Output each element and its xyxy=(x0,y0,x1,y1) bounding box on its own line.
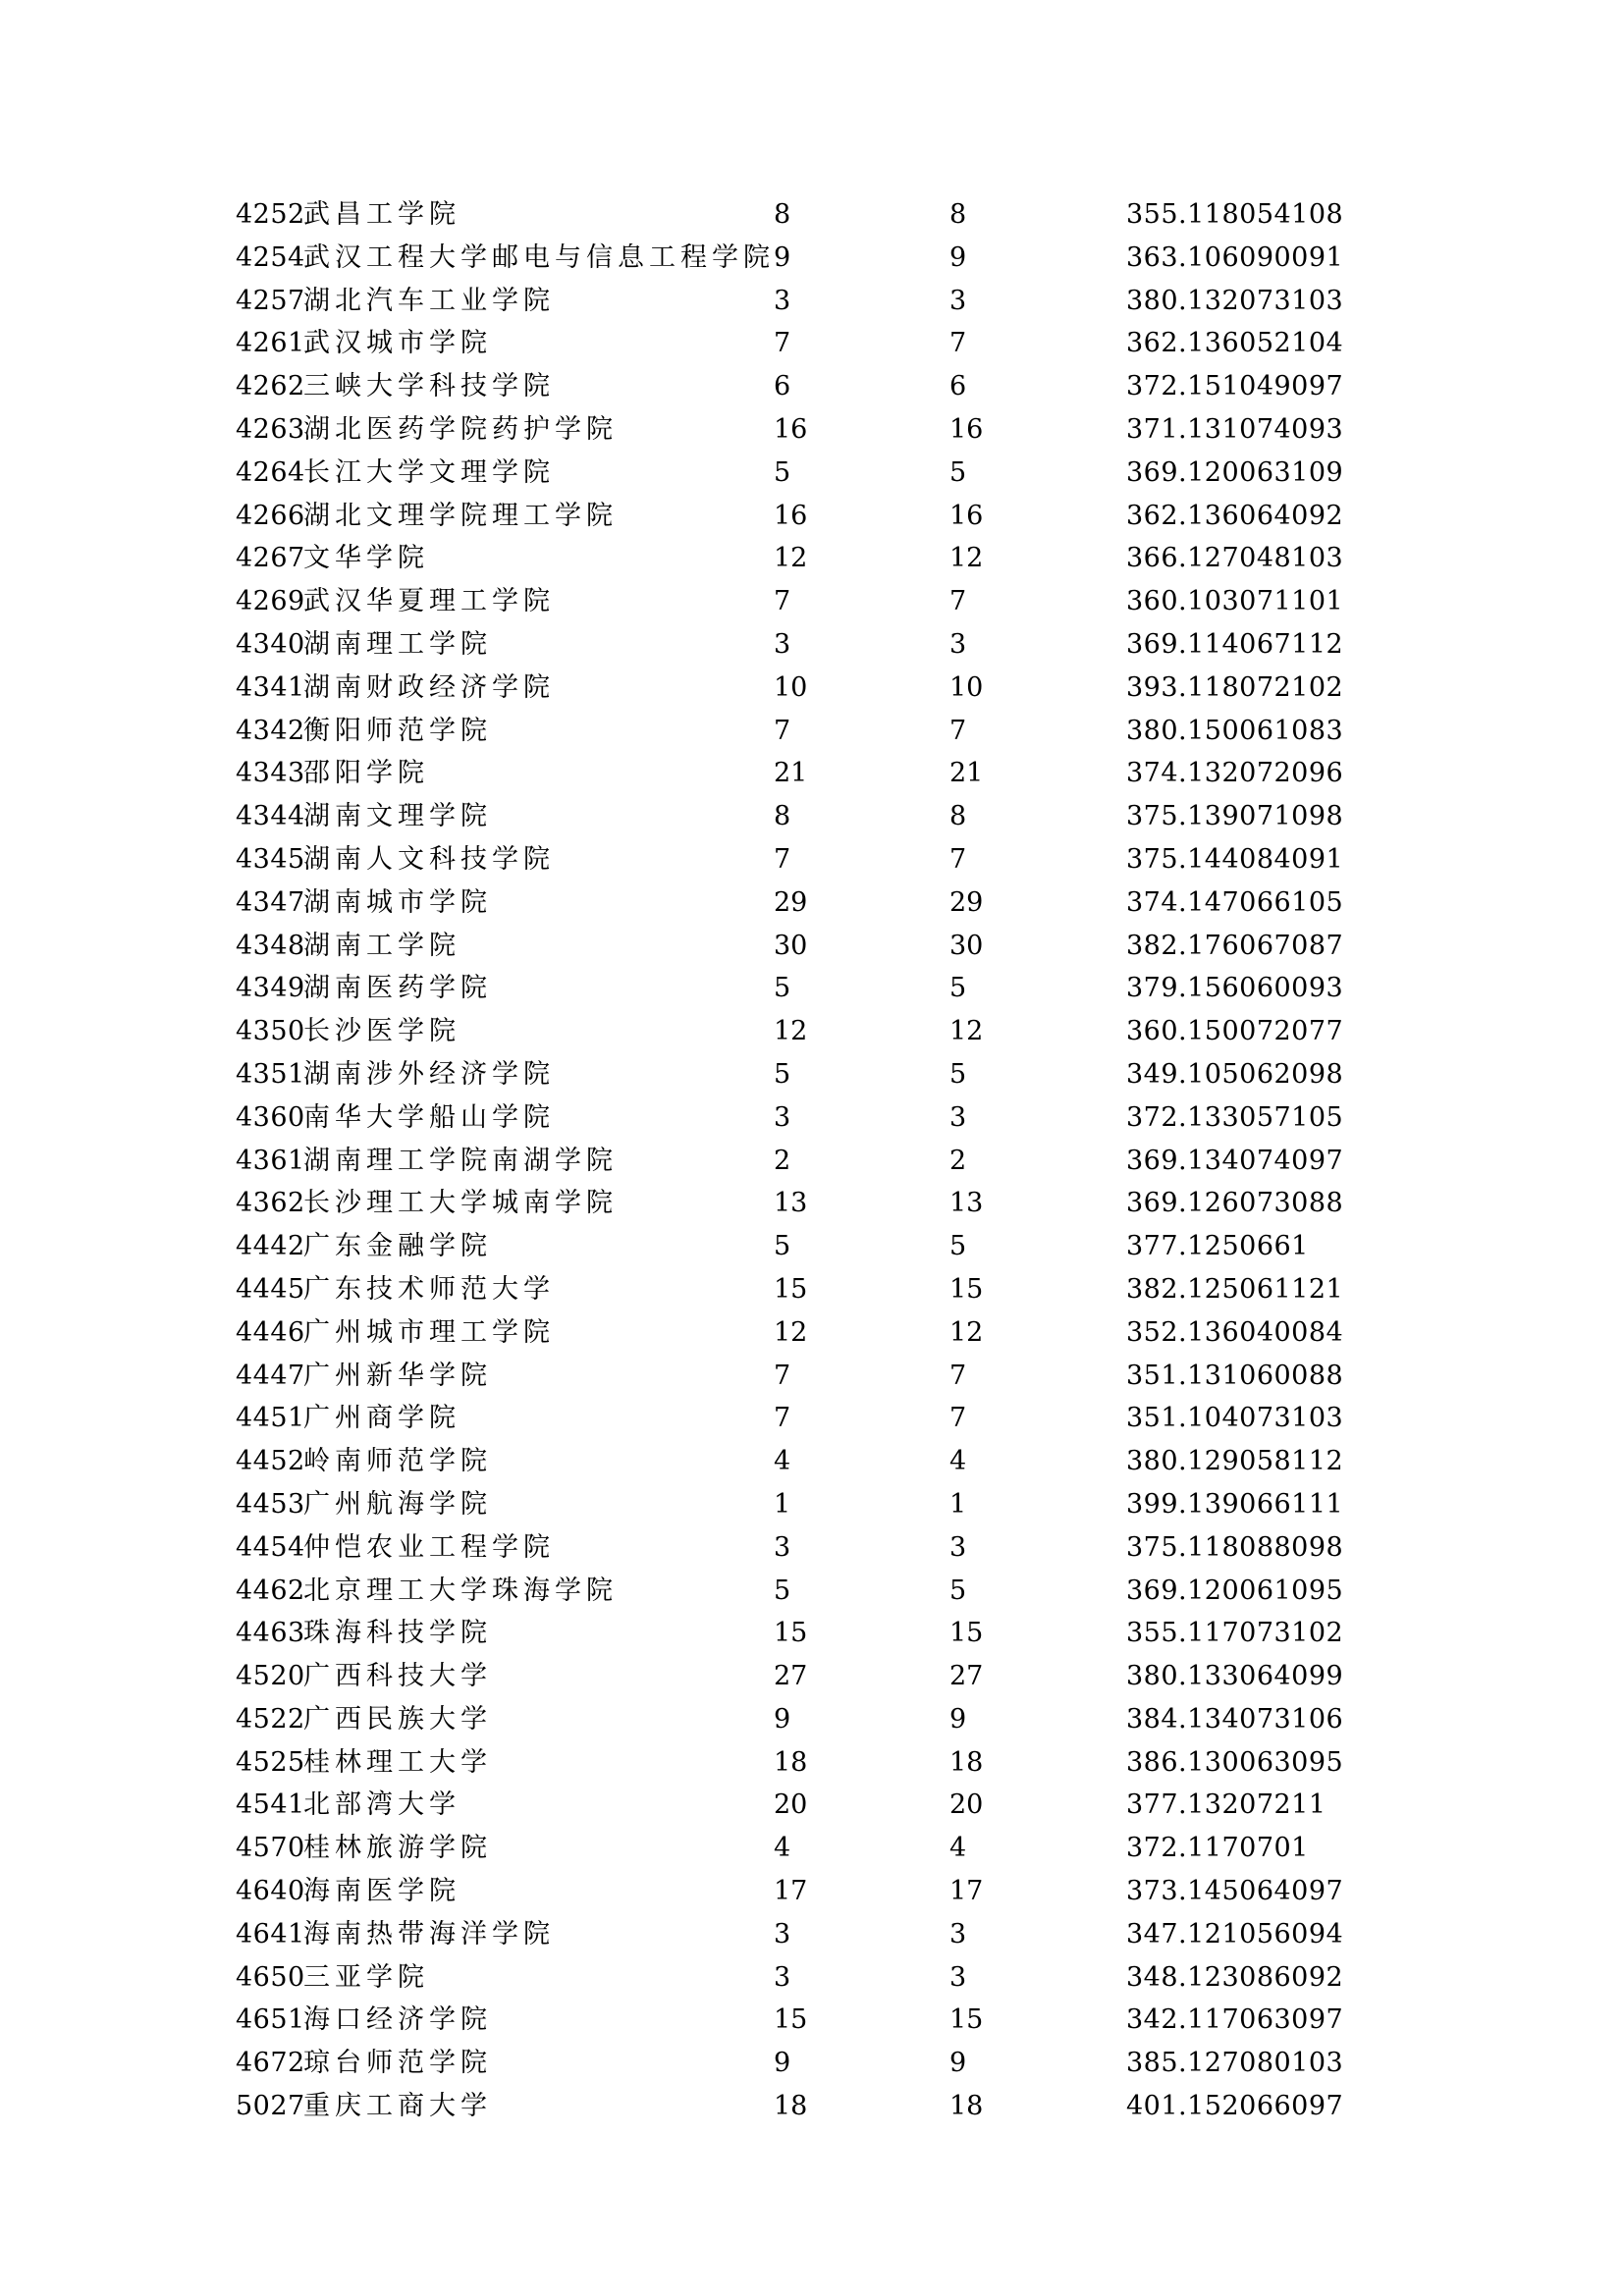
admitted-count: 6 xyxy=(949,371,967,402)
score-value: 369.114067112 xyxy=(1126,628,1344,660)
school-name: 北部湾大学 xyxy=(303,1789,460,1821)
admitted-count: 12 xyxy=(949,1316,984,1348)
table-row xyxy=(236,881,1375,925)
school-name: 湖南城市学院 xyxy=(303,886,492,918)
plan-count: 8 xyxy=(774,199,791,230)
school-code: 4525 xyxy=(236,1746,305,1778)
school-name: 桂林理工大学 xyxy=(303,1746,492,1778)
school-code: 4345 xyxy=(236,843,305,875)
school-code: 4266 xyxy=(236,500,305,531)
school-name: 武汉华夏理工学院 xyxy=(303,586,555,617)
school-code: 4445 xyxy=(236,1273,305,1305)
table-row xyxy=(236,710,1375,753)
school-code: 5027 xyxy=(236,2091,305,2122)
table-row xyxy=(236,1913,1375,1956)
school-code: 4351 xyxy=(236,1058,305,1090)
table-row xyxy=(236,495,1375,538)
score-value: 401.152066097 xyxy=(1126,2091,1344,2122)
admitted-count: 3 xyxy=(949,1961,967,1993)
table-row xyxy=(236,193,1375,237)
admitted-count: 7 xyxy=(949,1403,967,1434)
score-value: 369.120063109 xyxy=(1126,456,1344,488)
admitted-count: 9 xyxy=(949,241,967,273)
plan-count: 30 xyxy=(774,930,808,961)
score-value: 355.117073102 xyxy=(1126,1618,1344,1649)
score-value: 382.176067087 xyxy=(1126,930,1344,961)
admitted-count: 7 xyxy=(949,715,967,746)
admitted-count: 8 xyxy=(949,801,967,832)
plan-count: 9 xyxy=(774,2048,791,2079)
school-name: 湖南人文科技学院 xyxy=(303,843,555,875)
admitted-count: 3 xyxy=(949,628,967,660)
plan-count: 16 xyxy=(774,413,808,445)
plan-count: 3 xyxy=(774,1918,791,1949)
plan-count: 1 xyxy=(774,1488,791,1520)
plan-count: 18 xyxy=(774,1746,808,1778)
plan-count: 5 xyxy=(774,456,791,488)
table-row xyxy=(236,1999,1375,2042)
score-value: 369.126073088 xyxy=(1126,1188,1344,1219)
school-name: 北京理工大学珠海学院 xyxy=(303,1575,618,1606)
plan-count: 7 xyxy=(774,328,791,359)
school-code: 4267 xyxy=(236,543,305,574)
school-code: 4462 xyxy=(236,1575,305,1606)
school-name: 湖北汽车工业学院 xyxy=(303,285,555,316)
table-row xyxy=(236,1870,1375,1913)
plan-count: 15 xyxy=(774,2004,808,2036)
score-value: 347.121056094 xyxy=(1126,1918,1344,1949)
plan-count: 4 xyxy=(774,1833,791,1864)
score-value: 380.129058112 xyxy=(1126,1446,1344,1477)
score-value: 377.13207211 xyxy=(1126,1789,1326,1821)
table-row xyxy=(236,1355,1375,1398)
school-code: 4447 xyxy=(236,1360,305,1391)
school-code: 4454 xyxy=(236,1531,305,1563)
admitted-count: 15 xyxy=(949,1273,984,1305)
admitted-count: 5 xyxy=(949,1058,967,1090)
school-code: 4344 xyxy=(236,801,305,832)
score-value: 375.139071098 xyxy=(1126,801,1344,832)
score-value: 375.118088098 xyxy=(1126,1531,1344,1563)
school-name: 武汉工程大学邮电与信息工程学院 xyxy=(303,241,775,273)
table-row xyxy=(236,365,1375,408)
school-code: 4522 xyxy=(236,1703,305,1735)
table-row xyxy=(236,925,1375,968)
table-row xyxy=(236,795,1375,838)
school-name: 珠海科技学院 xyxy=(303,1618,492,1649)
school-code: 4463 xyxy=(236,1618,305,1649)
table-row xyxy=(236,623,1375,667)
school-name: 广州航海学院 xyxy=(303,1488,492,1520)
school-code: 4262 xyxy=(236,371,305,402)
score-value: 380.132073103 xyxy=(1126,285,1344,316)
school-name: 长江大学文理学院 xyxy=(303,456,555,488)
school-code: 4452 xyxy=(236,1446,305,1477)
score-value: 384.134073106 xyxy=(1126,1703,1344,1735)
score-value: 379.156060093 xyxy=(1126,973,1344,1004)
plan-count: 3 xyxy=(774,1961,791,1993)
school-name: 湖南理工学院 xyxy=(303,628,492,660)
table-row xyxy=(236,537,1375,580)
admitted-count: 9 xyxy=(949,2048,967,2079)
score-value: 349.105062098 xyxy=(1126,1058,1344,1090)
school-name: 湖南文理学院 xyxy=(303,801,492,832)
admitted-count: 3 xyxy=(949,1101,967,1133)
school-name: 广州商学院 xyxy=(303,1403,460,1434)
admitted-count: 30 xyxy=(949,930,984,961)
table-row xyxy=(236,1268,1375,1311)
admission-table xyxy=(236,193,1375,2128)
plan-count: 18 xyxy=(774,2091,808,2122)
school-name: 长沙医学院 xyxy=(303,1016,460,1047)
plan-count: 15 xyxy=(774,1273,808,1305)
score-value: 352.136040084 xyxy=(1126,1316,1344,1348)
table-row xyxy=(236,1311,1375,1355)
plan-count: 16 xyxy=(774,500,808,531)
plan-count: 7 xyxy=(774,843,791,875)
school-name: 武汉城市学院 xyxy=(303,328,492,359)
school-code: 4641 xyxy=(236,1918,305,1949)
plan-count: 2 xyxy=(774,1145,791,1176)
school-name: 广州新华学院 xyxy=(303,1360,492,1391)
school-code: 4261 xyxy=(236,328,305,359)
school-code: 4362 xyxy=(236,1188,305,1219)
score-value: 372.151049097 xyxy=(1126,371,1344,402)
admitted-count: 10 xyxy=(949,671,984,703)
admitted-count: 5 xyxy=(949,1575,967,1606)
score-value: 360.103071101 xyxy=(1126,586,1344,617)
school-name: 三峡大学科技学院 xyxy=(303,371,555,402)
school-name: 三亚学院 xyxy=(303,1961,429,1993)
school-name: 桂林旅游学院 xyxy=(303,1833,492,1864)
admitted-count: 8 xyxy=(949,199,967,230)
admitted-count: 12 xyxy=(949,1016,984,1047)
admitted-count: 13 xyxy=(949,1188,984,1219)
plan-count: 4 xyxy=(774,1446,791,1477)
table-row xyxy=(236,322,1375,365)
school-name: 湖南工学院 xyxy=(303,930,460,961)
table-row xyxy=(236,1612,1375,1655)
admitted-count: 5 xyxy=(949,1231,967,1262)
table-row xyxy=(236,1397,1375,1440)
plan-count: 5 xyxy=(774,973,791,1004)
score-value: 382.125061121 xyxy=(1126,1273,1344,1305)
score-value: 351.131060088 xyxy=(1126,1360,1344,1391)
table-row xyxy=(236,1698,1375,1741)
admitted-count: 4 xyxy=(949,1446,967,1477)
table-row xyxy=(236,1827,1375,1870)
school-code: 4453 xyxy=(236,1488,305,1520)
school-code: 4340 xyxy=(236,628,305,660)
table-row xyxy=(236,1655,1375,1698)
school-name: 广州城市理工学院 xyxy=(303,1316,555,1348)
school-name: 广西科技大学 xyxy=(303,1661,492,1692)
school-code: 4269 xyxy=(236,586,305,617)
admitted-count: 5 xyxy=(949,456,967,488)
admitted-count: 21 xyxy=(949,758,984,789)
admitted-count: 16 xyxy=(949,500,984,531)
score-value: 374.132072096 xyxy=(1126,758,1344,789)
plan-count: 3 xyxy=(774,285,791,316)
score-value: 399.139066111 xyxy=(1126,1488,1344,1520)
school-code: 4349 xyxy=(236,973,305,1004)
school-code: 4257 xyxy=(236,285,305,316)
plan-count: 6 xyxy=(774,371,791,402)
admitted-count: 7 xyxy=(949,586,967,617)
admitted-count: 12 xyxy=(949,543,984,574)
plan-count: 29 xyxy=(774,886,808,918)
table-row xyxy=(236,838,1375,881)
score-value: 371.131074093 xyxy=(1126,413,1344,445)
school-code: 4650 xyxy=(236,1961,305,1993)
school-name: 广西民族大学 xyxy=(303,1703,492,1735)
admitted-count: 29 xyxy=(949,886,984,918)
table-row xyxy=(236,1741,1375,1785)
school-name: 湖北文理学院理工学院 xyxy=(303,500,618,531)
school-code: 4672 xyxy=(236,2048,305,2079)
table-row xyxy=(236,280,1375,323)
admitted-count: 20 xyxy=(949,1789,984,1821)
plan-count: 17 xyxy=(774,1876,808,1907)
admitted-count: 9 xyxy=(949,1703,967,1735)
score-value: 362.136052104 xyxy=(1126,328,1344,359)
plan-count: 7 xyxy=(774,1403,791,1434)
table-row xyxy=(236,752,1375,795)
school-code: 4350 xyxy=(236,1016,305,1047)
admitted-count: 5 xyxy=(949,973,967,1004)
school-code: 4342 xyxy=(236,715,305,746)
school-code: 4252 xyxy=(236,199,305,230)
table-row xyxy=(236,1225,1375,1268)
admitted-count: 7 xyxy=(949,328,967,359)
plan-count: 5 xyxy=(774,1058,791,1090)
score-value: 369.120061095 xyxy=(1126,1575,1344,1606)
school-name: 仲恺农业工程学院 xyxy=(303,1531,555,1563)
school-name: 湖南财政经济学院 xyxy=(303,671,555,703)
plan-count: 5 xyxy=(774,1231,791,1262)
score-value: 348.123086092 xyxy=(1126,1961,1344,1993)
plan-count: 3 xyxy=(774,628,791,660)
score-value: 393.118072102 xyxy=(1126,671,1344,703)
school-code: 4263 xyxy=(236,413,305,445)
plan-count: 10 xyxy=(774,671,808,703)
admitted-count: 16 xyxy=(949,413,984,445)
admitted-count: 4 xyxy=(949,1833,967,1864)
plan-count: 12 xyxy=(774,1016,808,1047)
table-row xyxy=(236,1956,1375,2000)
table-row xyxy=(236,2085,1375,2128)
school-name: 湖南涉外经济学院 xyxy=(303,1058,555,1090)
plan-count: 15 xyxy=(774,1618,808,1649)
table-row xyxy=(236,580,1375,623)
table-row xyxy=(236,1010,1375,1053)
score-value: 372.1170701 xyxy=(1126,1833,1309,1864)
school-code: 4264 xyxy=(236,456,305,488)
score-value: 369.134074097 xyxy=(1126,1145,1344,1176)
school-name: 海南热带海洋学院 xyxy=(303,1918,555,1949)
score-value: 375.144084091 xyxy=(1126,843,1344,875)
score-value: 380.133064099 xyxy=(1126,1661,1344,1692)
school-name: 琼台师范学院 xyxy=(303,2048,492,2079)
school-name: 邵阳学院 xyxy=(303,758,429,789)
score-value: 373.145064097 xyxy=(1126,1876,1344,1907)
score-value: 342.117063097 xyxy=(1126,2004,1344,2036)
school-name: 重庆工商大学 xyxy=(303,2091,492,2122)
school-name: 衡阳师范学院 xyxy=(303,715,492,746)
table-row xyxy=(236,1182,1375,1225)
score-value: 351.104073103 xyxy=(1126,1403,1344,1434)
admitted-count: 27 xyxy=(949,1661,984,1692)
plan-count: 27 xyxy=(774,1661,808,1692)
score-value: 355.118054108 xyxy=(1126,199,1344,230)
plan-count: 8 xyxy=(774,801,791,832)
table-row xyxy=(236,1140,1375,1183)
admitted-count: 3 xyxy=(949,1918,967,1949)
plan-count: 20 xyxy=(774,1789,808,1821)
table-row xyxy=(236,1096,1375,1140)
score-value: 372.133057105 xyxy=(1126,1101,1344,1133)
admitted-count: 7 xyxy=(949,1360,967,1391)
school-name: 湖北医药学院药护学院 xyxy=(303,413,618,445)
plan-count: 7 xyxy=(774,715,791,746)
admitted-count: 7 xyxy=(949,843,967,875)
admitted-count: 3 xyxy=(949,1531,967,1563)
score-value: 380.150061083 xyxy=(1126,715,1344,746)
school-name: 湖南理工学院南湖学院 xyxy=(303,1145,618,1176)
table-row xyxy=(236,408,1375,452)
school-name: 长沙理工大学城南学院 xyxy=(303,1188,618,1219)
table-row xyxy=(236,967,1375,1010)
school-code: 4442 xyxy=(236,1231,305,1262)
school-code: 4570 xyxy=(236,1833,305,1864)
plan-count: 7 xyxy=(774,586,791,617)
table-row xyxy=(236,2042,1375,2085)
admitted-count: 15 xyxy=(949,1618,984,1649)
plan-count: 7 xyxy=(774,1360,791,1391)
school-code: 4347 xyxy=(236,886,305,918)
school-code: 4348 xyxy=(236,930,305,961)
school-code: 4520 xyxy=(236,1661,305,1692)
score-value: 360.150072077 xyxy=(1126,1016,1344,1047)
school-code: 4360 xyxy=(236,1101,305,1133)
school-name: 武昌工学院 xyxy=(303,199,460,230)
table-row xyxy=(236,1570,1375,1613)
school-code: 4341 xyxy=(236,671,305,703)
table-row xyxy=(236,1483,1375,1526)
table-row xyxy=(236,1053,1375,1096)
table-row xyxy=(236,1784,1375,1827)
admitted-count: 18 xyxy=(949,1746,984,1778)
plan-count: 13 xyxy=(774,1188,808,1219)
table-row xyxy=(236,237,1375,280)
score-value: 374.147066105 xyxy=(1126,886,1344,918)
score-value: 363.106090091 xyxy=(1126,241,1344,273)
score-value: 362.136064092 xyxy=(1126,500,1344,531)
admitted-count: 15 xyxy=(949,2004,984,2036)
score-value: 386.130063095 xyxy=(1126,1746,1344,1778)
plan-count: 3 xyxy=(774,1101,791,1133)
plan-count: 9 xyxy=(774,1703,791,1735)
score-value: 366.127048103 xyxy=(1126,543,1344,574)
school-name: 文华学院 xyxy=(303,543,429,574)
school-code: 4640 xyxy=(236,1876,305,1907)
plan-count: 12 xyxy=(774,1316,808,1348)
table-row xyxy=(236,1526,1375,1570)
school-name: 广东金融学院 xyxy=(303,1231,492,1262)
school-name: 广东技术师范大学 xyxy=(303,1273,555,1305)
school-name: 海口经济学院 xyxy=(303,2004,492,2036)
plan-count: 3 xyxy=(774,1531,791,1563)
admitted-count: 17 xyxy=(949,1876,984,1907)
table-row xyxy=(236,667,1375,710)
school-name: 岭南师范学院 xyxy=(303,1446,492,1477)
plan-count: 5 xyxy=(774,1575,791,1606)
admitted-count: 3 xyxy=(949,285,967,316)
school-code: 4651 xyxy=(236,2004,305,2036)
plan-count: 9 xyxy=(774,241,791,273)
school-name: 南华大学船山学院 xyxy=(303,1101,555,1133)
score-value: 377.1250661 xyxy=(1126,1231,1309,1262)
school-name: 海南医学院 xyxy=(303,1876,460,1907)
school-name: 湖南医药学院 xyxy=(303,973,492,1004)
plan-count: 12 xyxy=(774,543,808,574)
table-row xyxy=(236,1440,1375,1483)
school-code: 4254 xyxy=(236,241,305,273)
admitted-count: 1 xyxy=(949,1488,967,1520)
admitted-count: 18 xyxy=(949,2091,984,2122)
school-code: 4446 xyxy=(236,1316,305,1348)
school-code: 4361 xyxy=(236,1145,305,1176)
table-row xyxy=(236,452,1375,495)
school-code: 4541 xyxy=(236,1789,305,1821)
school-code: 4343 xyxy=(236,758,305,789)
admitted-count: 2 xyxy=(949,1145,967,1176)
score-value: 385.127080103 xyxy=(1126,2048,1344,2079)
school-code: 4451 xyxy=(236,1403,305,1434)
plan-count: 21 xyxy=(774,758,808,789)
